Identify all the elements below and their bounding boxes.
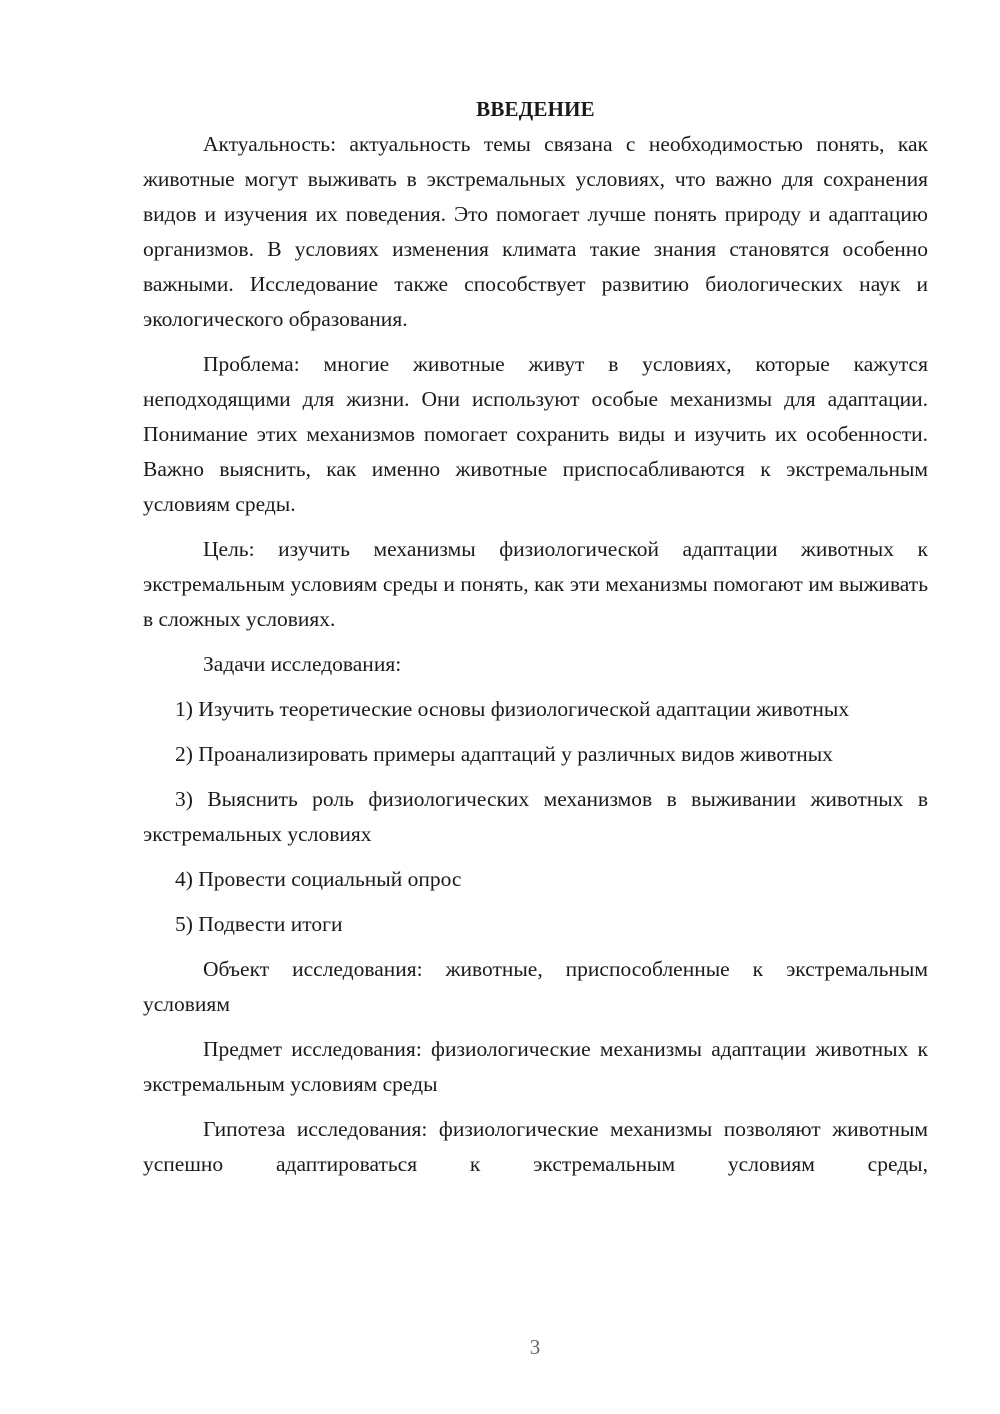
task-item: 1) Изучить теоретические основы физиологической адаптации животных (175, 697, 850, 721)
paragraph-subject: Предмет исследования: физиологические механизмы адаптации животных к экстремальным условиям среды (143, 1037, 928, 1096)
page-title: ВВЕДЕНИЕ (476, 97, 595, 121)
task-item: 4) Провести социальный опрос (175, 867, 462, 891)
paragraph-hypothesis: Гипотеза исследования: физиологические механизмы позволяют животным успешно адаптироваться к экстремальным условиям среды, (143, 1117, 928, 1176)
task-item: 2) Проанализировать примеры адаптаций у различных видов животных (175, 742, 833, 766)
task-item: 3) Выяснить роль физиологических механизмов в выживании животных в экстремальных условиях (143, 787, 928, 846)
page-number: 3 (529, 1335, 541, 1359)
paragraph-problem: Проблема: многие животные живут в условиях, которые кажутся неподходящими для жизни. Они используют особые механизмы для адаптации. Понимание этих механизмов помогает сохранить виды и изучить их особенности. Важно выяснить, как именно животные приспосабливаются к экстремальным условиям среды. (143, 352, 928, 516)
document-page (143, 92, 928, 1192)
paragraph-goal: Цель: изучить механизмы физиологической адаптации животных к экстремальным условиям среды и понять, как эти механизмы помогают им выживать в сложных условиях. (143, 537, 928, 631)
task-item: 5) Подвести итоги (175, 912, 343, 936)
paragraph-tasks-heading: Задачи исследования: (203, 652, 402, 676)
paragraph-relevance: Актуальность: актуальность темы связана с необходимостью понять, как животные могут выживать в экстремальных условиях, что важно для сохранения видов и изучения их поведения. Это помогает лучше понять природу и адаптацию организмов. В условиях изменения климата такие знания становятся особенно важными. Исследование также способствует развитию биологических наук и экологического образования. (143, 132, 928, 331)
paragraph-object: Объект исследования: животные, приспособленные к экстремальным условиям (143, 957, 928, 1016)
